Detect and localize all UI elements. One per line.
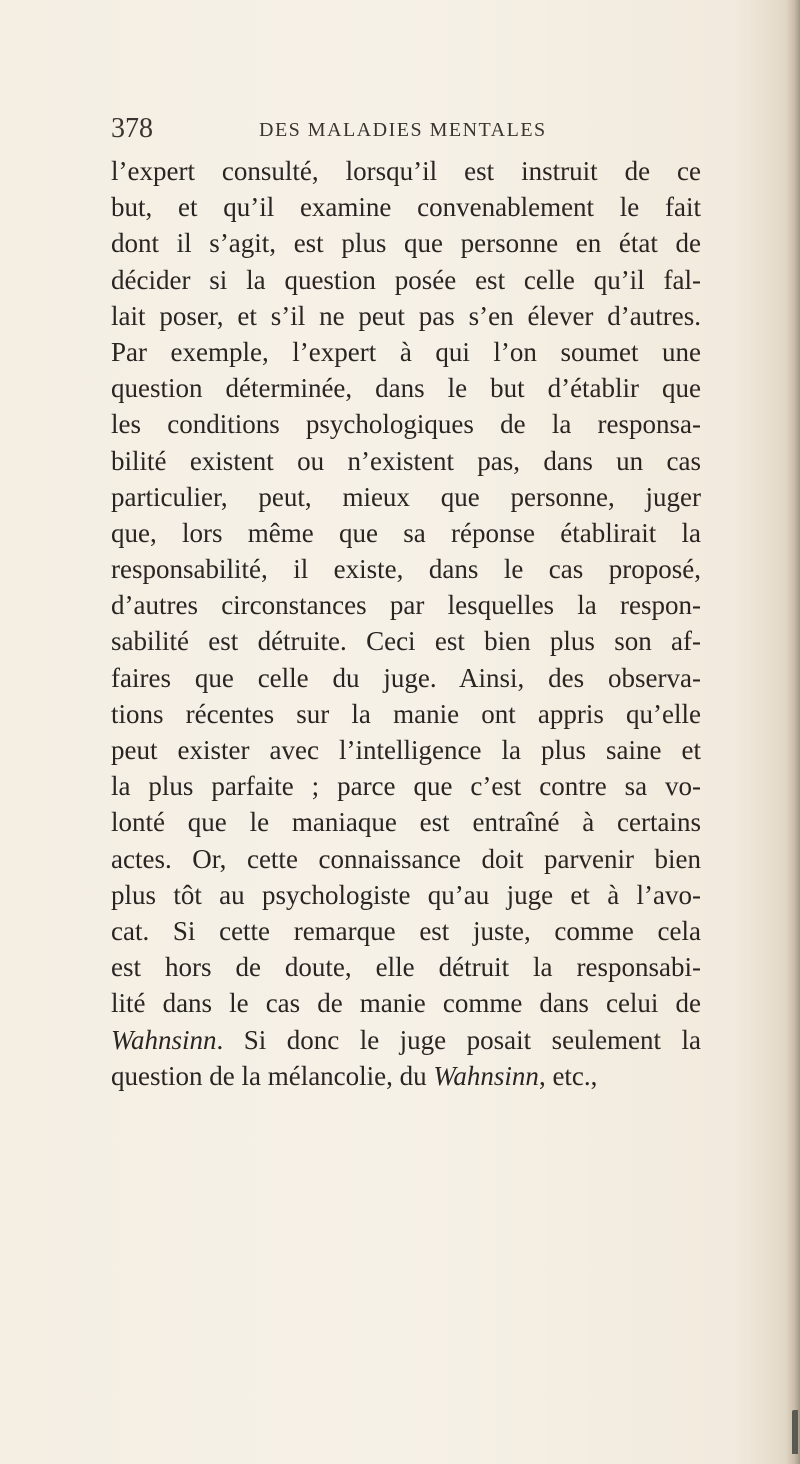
text-line: dont il s’agit, est plus que personne en état de: [111, 228, 701, 259]
text-line: que, lors même que sa réponse établirait la: [111, 517, 701, 548]
text-line: [111, 1022, 701, 1058]
body-text: [111, 153, 701, 1094]
text-line: [111, 1058, 701, 1094]
text-line: cat. Si cette remarque est juste, comme cela: [111, 915, 701, 946]
running-head: DES MALADIES MENTALES: [259, 119, 547, 141]
page-edge-mark: [792, 1410, 798, 1454]
text-line: plus tôt au psychologiste qu’au juge et à l’avo-: [111, 879, 701, 910]
text-line: est hors de doute, elle détruit la responsabi-: [111, 952, 701, 983]
text-line: sabilité est détruite. Ceci est bien plus son af-: [111, 626, 701, 657]
text-line: lonté que le maniaque est entraîné à certains: [111, 807, 701, 838]
text-line: faires que celle du juge. Ainsi, des observa-: [111, 662, 701, 693]
text-line: lait poser, et s’il ne peut pas s’en élever d’autres.: [111, 300, 701, 331]
text-line: peut exister avec l’intelligence la plus saine et: [111, 735, 701, 765]
text-line: question déterminée, dans le but d’établir que: [111, 373, 701, 404]
text-line: particulier, peut, mieux que personne, juger: [111, 481, 701, 512]
text-fragment: , etc.,: [538, 1060, 598, 1091]
text-line: les conditions psychologiques de la responsa-: [111, 409, 701, 440]
text-line: actes. Or, cette connaissance doit parvenir bien: [111, 843, 701, 874]
page-number: 378: [111, 113, 153, 144]
text-line: responsabilité, il existe, dans le cas proposé,: [111, 554, 701, 585]
text-fragment: question de la mélancolie, du: [111, 1060, 434, 1091]
text-line: but, et qu’il examine convenablement le fait: [111, 192, 701, 223]
text-line: la plus parfaite ; parce que c’est contre sa vo-: [111, 771, 701, 802]
text-line: décider si la question posée est celle qu’il fal-: [111, 264, 701, 295]
page-header: [111, 113, 701, 149]
text-line: Par exemple, l’expert à qui l’on soumet une: [111, 336, 701, 367]
text-line: l’expert consulté, lorsqu’il est instruit de ce: [111, 156, 701, 186]
text-line: d’autres circonstances par lesquelles la respon-: [111, 590, 701, 621]
page-edge-shadow: [786, 0, 800, 1464]
text-line: bilité existent ou n’existent pas, dans un cas: [111, 445, 701, 476]
italic-term: Wahnsinn: [433, 1060, 539, 1091]
text-line: lité dans le cas de manie comme dans celui de: [111, 988, 701, 1019]
text-line: tions récentes sur la manie ont appris qu’elle: [111, 698, 701, 729]
italic-term: Wahnsinn: [111, 1024, 217, 1055]
text-fragment: . Si donc le juge posait seulement la: [216, 1024, 701, 1055]
